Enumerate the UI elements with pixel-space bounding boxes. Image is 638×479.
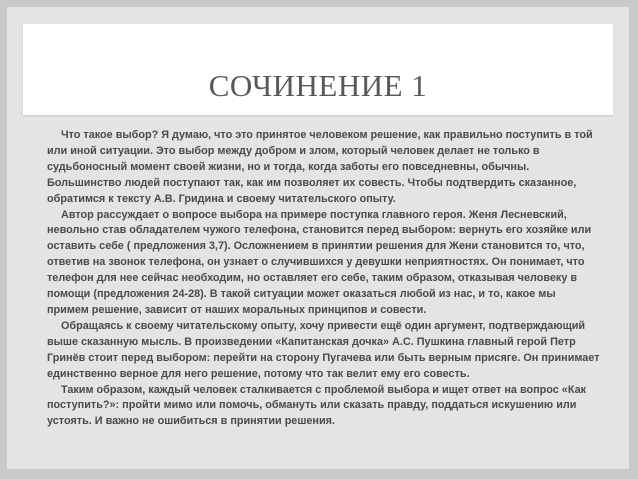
essay-paragraph: Автор рассуждает о вопросе выбора на примере поступка главного героя. Женя Лесневский, невольно став обладателем чужого телефона, становится перед выбором: вернуть его хозяйке или оставить себе ( предложения 3,7). Осложнением в принятии решения для Жени становится то, что, ответив на звонок телефона, он узнает о случившихся у девушки неприятностях. Он понимает, что телефон для нее сейчас необходим, но оставляет его себе, таким образом, отказывая человеку в помощи (предложения 24-28). В такой ситуации может оказаться любой из нас, и то, какое мы примем решение, зависит от наших моральных принципов и совести. — [47, 208, 592, 316]
essay-paragraph: Обращаясь к своему читательскому опыту, хочу привести ещё один аргумент, подтверждающий выше сказанную мысль. В произведении «Капитанская дочка» А.С. Пушкина главный герой Петр Гринёв стоит перед выбором: перейти на сторону Пугачева или быть верным присяге. Он принимает единственно верное для него решение, потому что так велит ему его совесть. — [47, 319, 600, 380]
essay-body — [47, 128, 600, 430]
title-box — [23, 24, 613, 115]
essay-paragraph: Что такое выбор? Я думаю, что это принятое человеком решение, как правильно поступить в той или иной ситуации. Это выбор между добром и злом, который человек делает не только в судьбоносный момент своей жизни, но и тогда, когда заботы его повседневны, обычны. Большинство людей поступают так, как им позволяет их совесть. Чтобы подтвердить сказанное, обратимся к тексту А.В. Гридина и своему читательского опыту. — [47, 129, 593, 205]
slide-title: СОЧИНЕНИЕ 1 — [208, 68, 428, 103]
essay-paragraph: Таким образом, каждый человек сталкивается с проблемой выбора и ищет ответ на вопрос «Как поступить?»: пройти мимо или помочь, обмануть или сказать правду, поддаться искушению или устоять. И важно не ошибиться в принятии решения. — [47, 383, 587, 428]
